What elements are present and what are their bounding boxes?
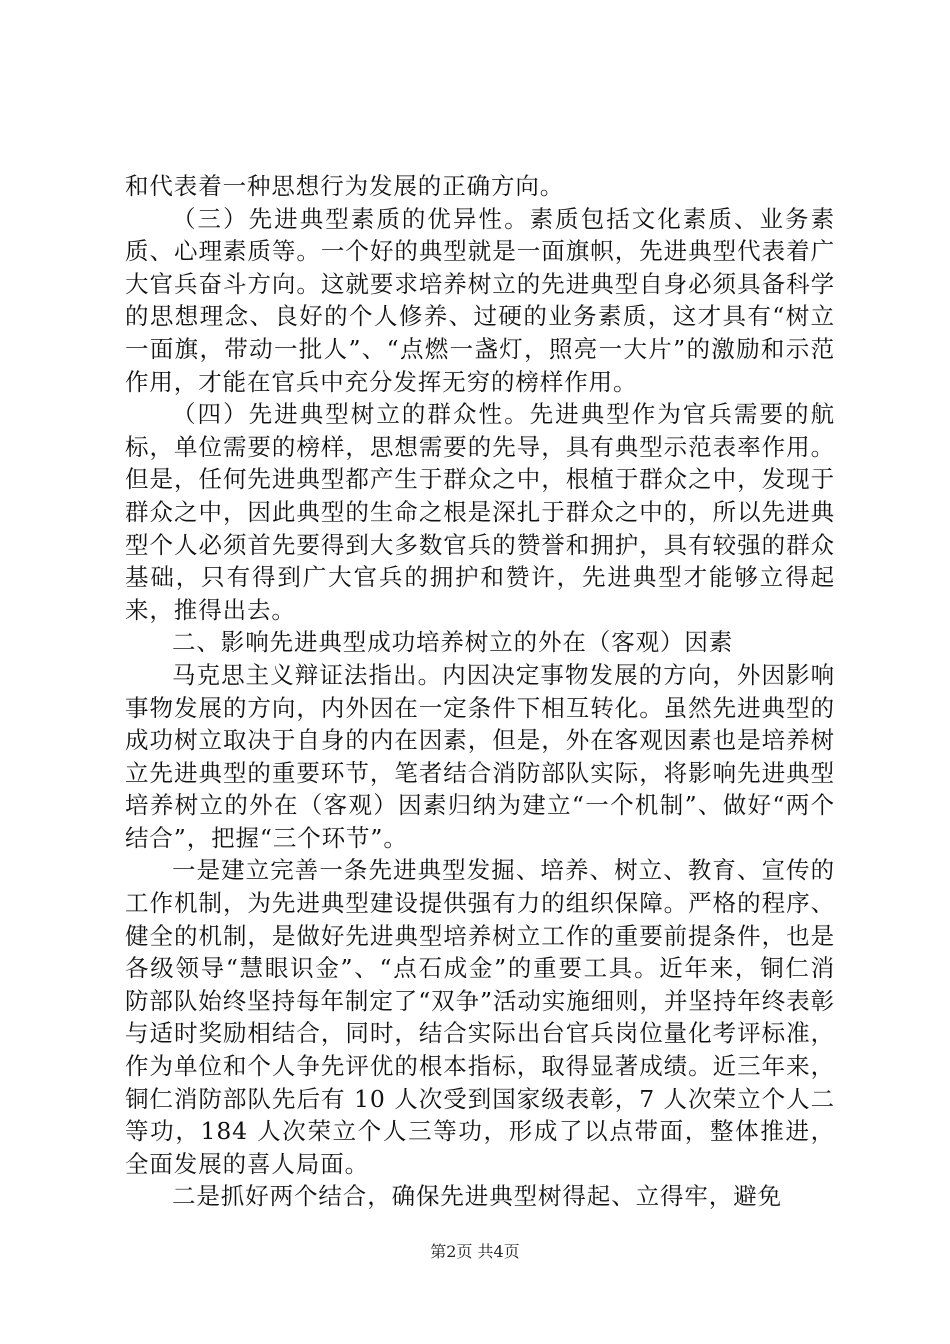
paragraph-section-three: （三）先进典型素质的优异性。素质包括文化素质、业务素质、心理素质等。一个好的典型就是一面旗帜，先进典型代表着广大官兵奋斗方向。这就要求培养树立的先进典型自身必须具备科学的思想理念、良好的个人修养、过硬的业务素质，这才具有“树立一面旗，带动一批人”、“点燃一盏灯，照亮一大片”的激励和示范作用，才能在官兵中充分发挥无穷的榜样作用。 [125,204,835,396]
page-footer: 第2页 共4页 [430,1242,520,1261]
paragraph-first-point: 一是建立完善一条先进典型发掘、培养、树立、教育、宣传的工作机制，为先进典型建设提供强有力的组织保障。严格的程序、健全的机制，是做好先进典型培养树立工作的重要前提条件，也是各级领导“慧眼识金”、“点石成金”的重要工具。近年来，铜仁消防部队始终坚持每年制定了“双争”活动实施细则，并坚持年终表彰与适时奖励相结合，同时，结合实际出台官兵岗位量化考评标准，作为单位和个人争先评优的根本指标，取得显著成绩。近三年来，铜仁消防部队先后有 10 人次受到国家级表彰，7 人次荣立个人二等功，184 人次荣立个人三等功，形成了以点带面，整体推进，全面发展的喜人局面。 [125,856,835,1178]
section-heading-two: 二、影响先进典型成功培养树立的外在（客观）因素 [172,628,734,657]
document-body [125,170,835,1213]
paragraph-section-four: （四）先进典型树立的群众性。先进典型作为官兵需要的航标，单位需要的榜样，思想需要的先导，具有典型示范表率作用。但是，任何先进典型都产生于群众之中，根植于群众之中，发现于群众之中，因此典型的生命之根是深扎于群众之中的，所以先进典型个人必须首先要得到大多数官兵的赞誉和拥护，具有较强的群众基础，只有得到广大官兵的拥护和赞许，先进典型才能够立得起来，推得出去。 [125,400,835,624]
paragraph-dialectics: 马克思主义辩证法指出。内因决定事物发展的方向，外因影响事物发展的方向，内外因在一定条件下相互转化。虽然先进典型的成功树立取决于自身的内在因素，但是，外在客观因素也是培养树立先进典型的重要环节，笔者结合消防部队实际，将影响先进典型培养树立的外在（客观）因素归纳为建立“一个机制”、做好“两个结合”，把握“三个环节”。 [125,660,835,852]
paragraph-continuation: 和代表着一种思想行为发展的正确方向。 [125,172,565,200]
paragraph-second-point: 二是抓好两个结合，确保先进典型树得起、立得牢，避免 [172,1182,782,1211]
